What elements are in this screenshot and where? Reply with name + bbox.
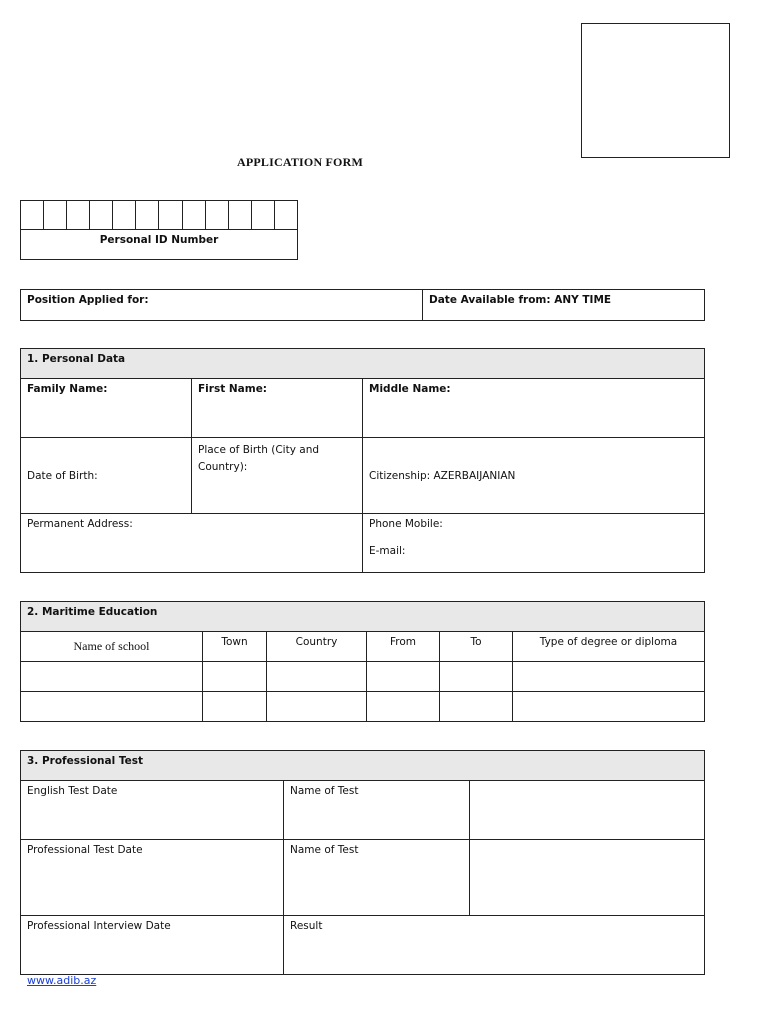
table-cell[interactable] xyxy=(513,662,705,692)
professional-test-table xyxy=(20,750,705,975)
professional-test-date-field[interactable]: Professional Test Date xyxy=(21,840,284,916)
education-table xyxy=(20,601,705,722)
personal-data-header: 1. Personal Data xyxy=(21,349,705,379)
first-name-field[interactable]: First Name: xyxy=(192,379,363,438)
citizenship-field[interactable]: Citizenship: AZERBAIJANIAN xyxy=(363,438,705,514)
id-digit-cell[interactable] xyxy=(205,201,228,230)
professional-test-name-field[interactable]: Name of Test xyxy=(284,840,470,916)
date-available-field[interactable]: Date Available from: ANY TIME xyxy=(423,290,705,321)
personal-data-table xyxy=(20,348,705,573)
table-cell[interactable] xyxy=(203,692,267,722)
english-test-date-field[interactable]: English Test Date xyxy=(21,781,284,840)
photo-box xyxy=(581,23,730,158)
column-header-degree: Type of degree or diploma xyxy=(513,632,705,662)
id-digit-cell[interactable] xyxy=(90,201,113,230)
table-row xyxy=(21,662,705,692)
page-title: APPLICATION FORM xyxy=(237,155,363,169)
column-header-country: Country xyxy=(267,632,367,662)
table-cell[interactable] xyxy=(367,692,440,722)
email-field[interactable]: E-mail: xyxy=(369,545,406,557)
column-header-town: Town xyxy=(203,632,267,662)
result-field[interactable]: Result xyxy=(284,916,705,975)
family-name-field[interactable]: Family Name: xyxy=(21,379,192,438)
id-digit-cell[interactable] xyxy=(182,201,205,230)
permanent-address-field[interactable]: Permanent Address: xyxy=(21,514,363,573)
interview-date-field[interactable]: Professional Interview Date xyxy=(21,916,284,975)
middle-name-field[interactable]: Middle Name: xyxy=(363,379,705,438)
phone-mobile-field[interactable]: Phone Mobile: xyxy=(369,518,443,530)
column-header-from: From xyxy=(367,632,440,662)
id-digit-cell[interactable] xyxy=(113,201,136,230)
id-digit-cell[interactable] xyxy=(228,201,251,230)
personal-id-table xyxy=(20,200,298,260)
id-digit-cell[interactable] xyxy=(251,201,274,230)
contact-cell xyxy=(363,514,705,573)
table-cell[interactable] xyxy=(513,692,705,722)
table-cell[interactable] xyxy=(21,692,203,722)
position-table xyxy=(20,289,705,321)
column-header-school: Name of school xyxy=(21,632,203,662)
table-row xyxy=(21,692,705,722)
professional-test-header: 3. Professional Test xyxy=(21,751,705,781)
id-digit-cell[interactable] xyxy=(159,201,182,230)
table-cell[interactable] xyxy=(367,662,440,692)
table-cell[interactable] xyxy=(203,662,267,692)
id-digit-cell[interactable] xyxy=(21,201,44,230)
table-cell[interactable] xyxy=(21,662,203,692)
table-cell[interactable] xyxy=(267,662,367,692)
table-cell[interactable] xyxy=(440,662,513,692)
english-test-name-field[interactable]: Name of Test xyxy=(284,781,470,840)
table-cell[interactable] xyxy=(267,692,367,722)
column-header-to: To xyxy=(440,632,513,662)
place-of-birth-field[interactable]: Place of Birth (City and Country): xyxy=(192,438,363,514)
id-digit-cell[interactable] xyxy=(67,201,90,230)
personal-id-label: Personal ID Number xyxy=(21,230,298,260)
table-cell[interactable] xyxy=(440,692,513,722)
website-link[interactable]: www.adib.az xyxy=(27,974,97,987)
education-header: 2. Maritime Education xyxy=(21,602,705,632)
position-applied-field[interactable]: Position Applied for: xyxy=(21,290,423,321)
id-digit-cell[interactable] xyxy=(136,201,159,230)
english-test-value-cell[interactable] xyxy=(470,781,705,840)
professional-test-value-cell[interactable] xyxy=(470,840,705,916)
id-digit-cell[interactable] xyxy=(274,201,297,230)
id-digit-cell[interactable] xyxy=(44,201,67,230)
date-of-birth-field[interactable]: Date of Birth: xyxy=(21,438,192,514)
